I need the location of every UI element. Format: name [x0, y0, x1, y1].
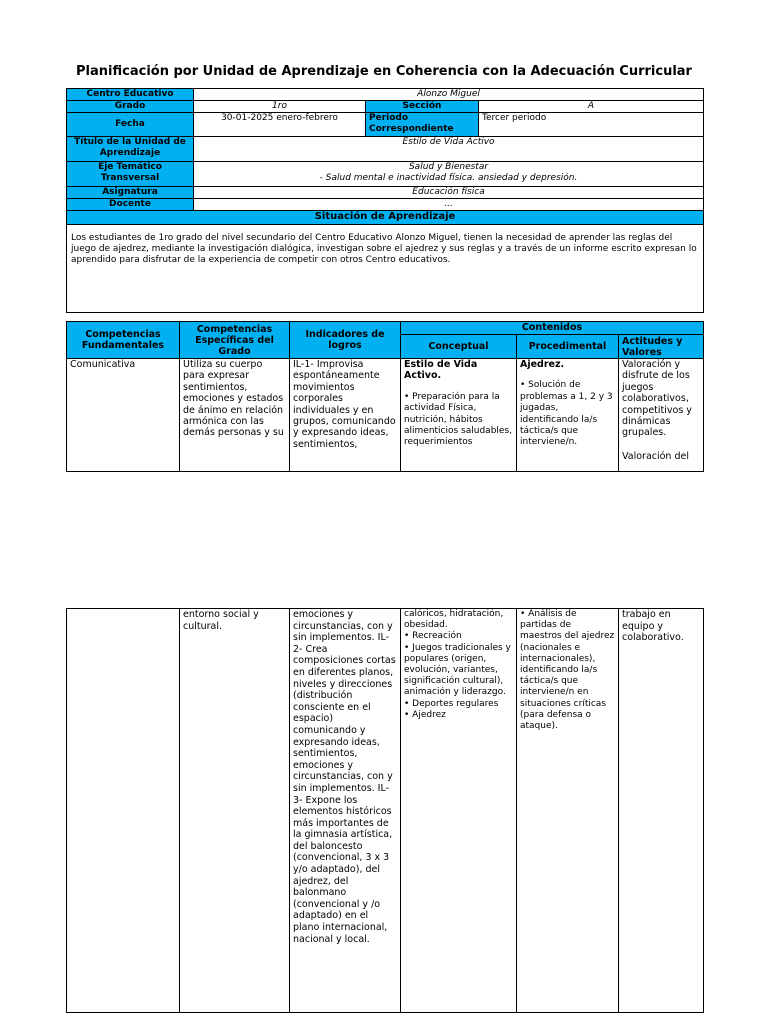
row1-procedimental — [517, 359, 619, 472]
row1-actitudes — [619, 359, 704, 472]
docente-value: ... — [194, 199, 704, 211]
row1-competencia: Comunicativa — [67, 359, 180, 472]
row1-indicadores: IL-1- Improvisa espontáneamente movimientos corporales individuales y en grupos, comunicando y expresando ideas, sentimientos, — [290, 359, 401, 472]
eje-value-line-1: Salud y Bienestar — [408, 162, 489, 172]
header-competencias-especificas: Competencias Específicas del Grado — [180, 322, 290, 359]
document-title: Planificación por Unidad de Aprendizaje en Coherencia con la Adecuación Curricular — [76, 64, 692, 79]
row2-indicadores: emociones y circunstancias, con y sin implementos. IL-2- Crea composiciones cortas en diferentes planos, niveles y direcciones (distribución consciente en el espacio) comunicando y expresando ideas, sentimientos, emociones y circunstancias, con y sin implementos. IL-3- Expone los elementos históricos más importantes de la gimnasia artística, del baloncesto (convencional, 3 x 3 y/o adaptado), del ajedrez, del balonmano (convencional y /o adaptado) en el plano internacional, nacional y local. — [290, 609, 401, 1013]
fecha-value: 30-01-2025 enero-febrero — [194, 113, 366, 137]
header-actitudes: Actitudes y Valores — [619, 335, 704, 359]
periodo-value: Tercer periodo — [479, 113, 704, 137]
titulo-label: Título de la Unidad de Aprendizaje — [67, 137, 194, 162]
periodo-label: Periodo Correspondiente — [366, 113, 479, 137]
row1-conceptual — [401, 359, 517, 472]
eje-label: Eje Temático Transversal — [67, 162, 194, 187]
row2-conceptual-line-5: • Ajedrez — [404, 709, 446, 720]
situacion-label: Situación de Aprendizaje — [67, 211, 704, 225]
row2-conceptual — [401, 609, 517, 1013]
seccion-value: A — [479, 101, 704, 113]
row1-conceptual-text: • Preparación para la actividad Física, nutrición, hábitos alimenticios saludables, requerimientos — [404, 391, 512, 448]
titulo-value: Estilo de Vida Activo — [194, 137, 704, 162]
info-table — [66, 88, 704, 313]
seccion-label: Sección — [366, 101, 479, 113]
row2-conceptual-line-4: • Deportes regulares — [404, 698, 499, 709]
row1-actitudes-text: Valoración y disfrute de los juegos colaborativos, competitivos y dinámicas grupales. — [622, 359, 692, 439]
eje-value — [194, 162, 704, 187]
header-competencias-fundamentales: Competencias Fundamentales — [67, 322, 180, 359]
header-procedimental: Procedimental — [517, 335, 619, 359]
row2-conceptual-line-3: • Juegos tradicionales y populares (origen, evolución, variantes, significación cultural), animación y liderazgo. — [404, 642, 511, 698]
header-contenidos: Contenidos — [401, 322, 704, 335]
row1-conceptual-title: Estilo de Vida Activo. — [404, 359, 478, 382]
eje-value-line-2: - Salud mental e inactividad física. ansiedad y depresión. — [319, 173, 578, 183]
planning-table — [66, 321, 704, 472]
grado-value: 1ro — [194, 101, 366, 113]
docente-label: Docente — [67, 199, 194, 211]
planning-table-continued — [66, 608, 704, 1013]
row1-procedimental-text: • Solución de problemas a 1, 2 y 3 jugadas, identificando la/s táctica/s que interviene/n. — [520, 380, 613, 448]
asignatura-label: Asignatura — [67, 187, 194, 199]
row2-procedimental: • Análisis de partidas de maestros del ajedrez (nacionales e internacionales), identificando la/s táctica/s que interviene/n en situaciones críticas (para defensa o ataque). — [517, 609, 619, 1013]
grado-label: Grado — [67, 101, 194, 113]
asignatura-value: Educación física — [194, 187, 704, 199]
row2-actitudes: trabajo en equipo y colaborativo. — [619, 609, 704, 1013]
row1-especificas: Utiliza su cuerpo para expresar sentimientos, emociones y estados de ánimo en relación armónica con las demás personas y su — [180, 359, 290, 472]
row2-conceptual-line-1: calóricos, hidratación, obesidad. — [404, 609, 504, 631]
row2-conceptual-line-2: • Recreación — [404, 631, 462, 642]
header-indicadores: Indicadores de logros — [290, 322, 401, 359]
fecha-label: Fecha — [67, 113, 194, 137]
row2-especificas: entorno social y cultural. — [180, 609, 290, 1013]
row1-procedimental-title: Ajedrez. — [520, 359, 565, 370]
row1-actitudes-continued: Valoración del — [622, 450, 689, 462]
row2-competencia — [67, 609, 180, 1013]
centro-value: Alonzo Miguel — [194, 89, 704, 101]
situacion-text: Los estudiantes de 1ro grado del nivel secundario del Centro Educativo Alonzo Miguel, tienen la necesidad de aprender las reglas del juego de ajedrez, mediante la investigación dialógica, investigan sobre el ajedrez y sus reglas y a través de un informe escrito expresan lo aprendido para disfrutar de la experiencia de competir con otros Centro educativos. — [67, 225, 704, 313]
header-conceptual: Conceptual — [401, 335, 517, 359]
centro-label: Centro Educativo — [67, 89, 194, 101]
